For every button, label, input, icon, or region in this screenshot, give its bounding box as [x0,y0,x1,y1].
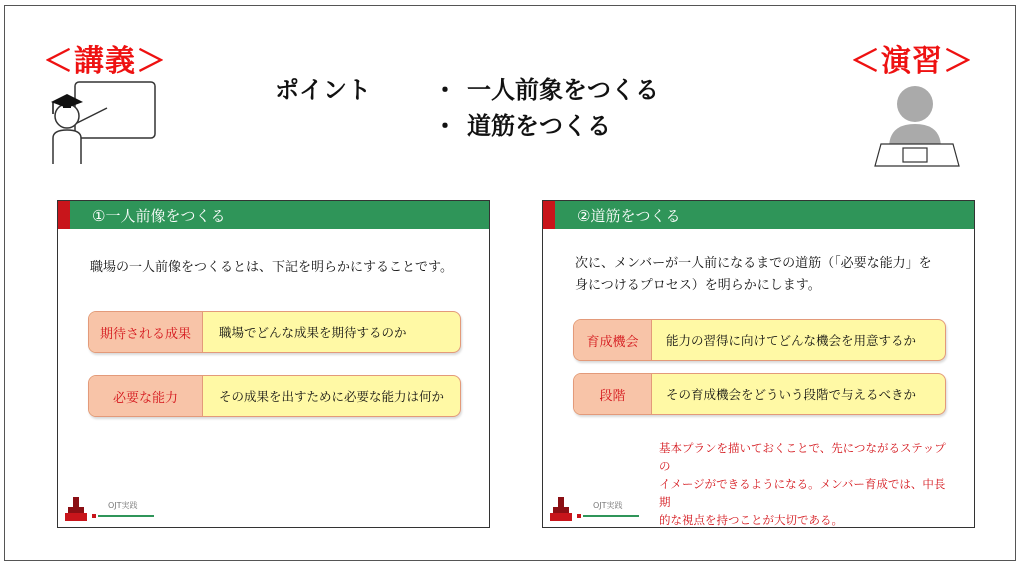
stamp-logo-icon [64,495,88,523]
slide-note [659,439,949,529]
row-development-opportunity [573,319,946,361]
footer-line [583,515,639,517]
slide-header [58,201,489,229]
note-line: イメージができるようになる。メンバー育成では、中長期 [659,477,946,509]
bullet-mark: ・ [433,112,457,140]
row-text: その成果を出すために必要な能力は何か [219,389,445,404]
row-text: その育成機会をどういう段階で与えるべきか [666,387,917,402]
bullet-mark: ・ [433,76,457,104]
teacher-icon [45,80,160,166]
student-icon [867,86,963,170]
intro-line: 職場の一人前像をつくるとは、下記を明らかにすることです。 [90,260,453,275]
note-line: 基本プランを描いておくことで、先につながるステップの [659,441,946,473]
point-item-1 [433,70,659,105]
stamp-logo-icon [549,495,573,523]
slide-intro [90,257,453,279]
slide-title: ①一人前像をつくる [92,207,226,225]
lecture-label: ＜講義＞ [43,44,167,79]
footer-dot [577,514,581,518]
slide-intro [575,253,932,297]
row-tag: 段階 [574,374,652,414]
row-required-ability [88,375,461,417]
point-text: 一人前象をつくる [467,76,659,104]
exercise-label: ＜演習＞ [850,44,974,79]
page-frame [4,5,1016,561]
slide-header-mark [58,201,70,229]
intro-line: 次に、メンバーが一人前になるまでの道筋（「必要な能力」を [575,256,932,271]
footer-text: OJT実践 [593,501,623,510]
row-tag: 必要な能力 [89,376,203,416]
footer-line [98,515,154,517]
note-line: 的な視点を持つことが大切である。 [659,513,843,527]
intro-line: 身につけるプロセス）を明らかにします。 [575,278,821,293]
row-text: 職場でどんな成果を期待するのか [219,325,407,340]
row-tag: 期待される成果 [89,312,203,352]
point-item-2 [433,106,611,141]
row-expected-results [88,311,461,353]
footer-dot [92,514,96,518]
point-title: ポイント [275,76,371,104]
row-stage [573,373,946,415]
slide-pathway [542,200,975,528]
row-text: 能力の習得に向けてどんな機会を用意するか [666,333,917,348]
slide-ideal-profile [57,200,490,528]
slide-header [543,201,974,229]
footer-text: OJT実践 [108,501,138,510]
point-text: 道筋をつくる [467,112,611,140]
slide-title: ②道筋をつくる [577,207,681,225]
row-tag: 育成機会 [574,320,652,360]
slide-header-mark [543,201,555,229]
